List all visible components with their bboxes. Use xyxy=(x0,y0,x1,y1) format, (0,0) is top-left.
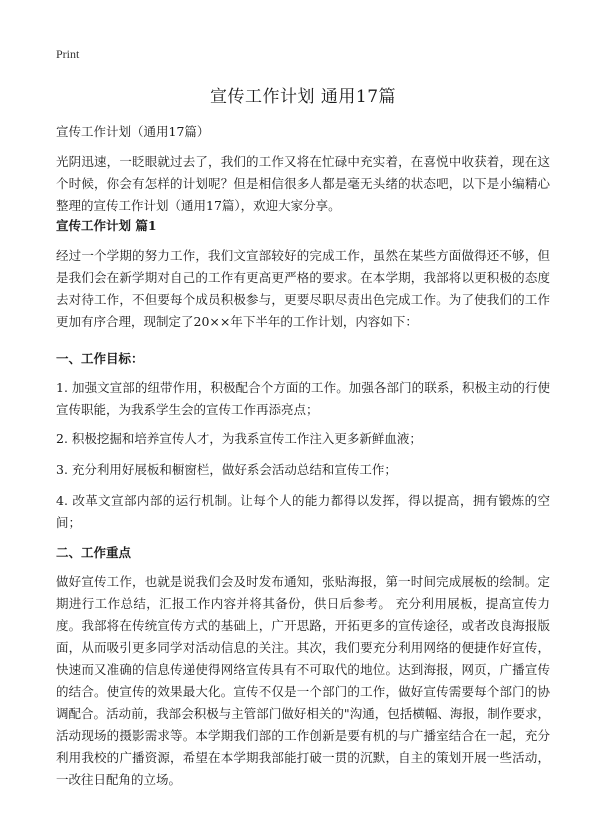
section-heading-1: 宣传工作计划 篇1 xyxy=(56,218,157,233)
print-label: Print xyxy=(56,47,80,61)
document-subtitle: 宣传工作计划（通用17篇） xyxy=(56,124,210,139)
goal-item-3: 3. 充分利用好展板和橱窗栏，做好系会活动总结和宣传工作； xyxy=(56,462,397,477)
focus-paragraph: 做好宣传工作，也就是说我们会及时发布通知，张贴海报，第一时间完成展板的绘制。定期进行工作总结，汇报工作内容并将其备份，供日后参考。 充分利用展板，提高宣传力度。我部将在传统宣传方式的基础上，广开思路，开拓更多的宣传途径，或者改良海报版面，从而吸引更多同学对活动信息的关注。其次，我们要充分利用网络的便捷作好宣传，快速而又准确的信息传递使得网络宣传具有不可取代的地位。达到海报，网页，广播宣传的结合。使宣传的效果最大化。宣传不仅是一个部门的工作，做好宣传需要每个部门的协调配合。活动前，我部会积极与主管部门做好相关的"沟通，包括横幅、海报，制作要求，活动现场的摄影需求等。本学期我们部的工作创新是要有机的与广播室结合在一起，充分利用我校的广播资源，希望在本学期我部能打破一贯的沉默，自主的策划开展一些活动，一改往日配角的立场。 xyxy=(56,574,550,787)
section1-paragraph: 经过一个学期的努力工作，我们文宣部较好的完成工作，虽然在某些方面做得还不够，但是我们会在新学期对自己的工作有更高更严格的要求。在本学期，我部将以更积极的态度去对待工作，不但要每个成员积极参与，更要尽职尽责出色完成工作。为了使我们的工作更加有序合理，现制定了20××年下半年的工作计划，内容如下： xyxy=(56,248,550,329)
goal-item-2: 2. 积极挖掘和培养宣传人才，为我系宣传工作注入更多新鲜血液； xyxy=(56,431,422,446)
intro-paragraph: 光阴迅速，一眨眼就过去了，我们的工作又将在忙碌中充实着，在喜悦中收获着，现在这个时候，你会有怎样的计划呢？但是相信很多人都是毫无头绪的状态吧，以下是小编精心整理的宣传工作计划（通用17篇），欢迎大家分享。 xyxy=(56,154,550,213)
goal-item-1: 1. 加强文宣部的纽带作用，积极配合个方面的工作。加强各部门的联系，积极主动的行使宣传职能，为我系学生会的宣传工作再添亮点； xyxy=(56,380,550,417)
page-title: 宣传工作计划 通用17篇 xyxy=(209,87,397,107)
goals-heading: 一、工作目标： xyxy=(56,351,144,366)
focus-heading: 二、工作重点 xyxy=(56,545,132,560)
goal-item-4: 4. 改革文宣部内部的运行机制。让每个人的能力都得以发挥，得以提高，拥有锻炼的空间； xyxy=(56,493,550,530)
